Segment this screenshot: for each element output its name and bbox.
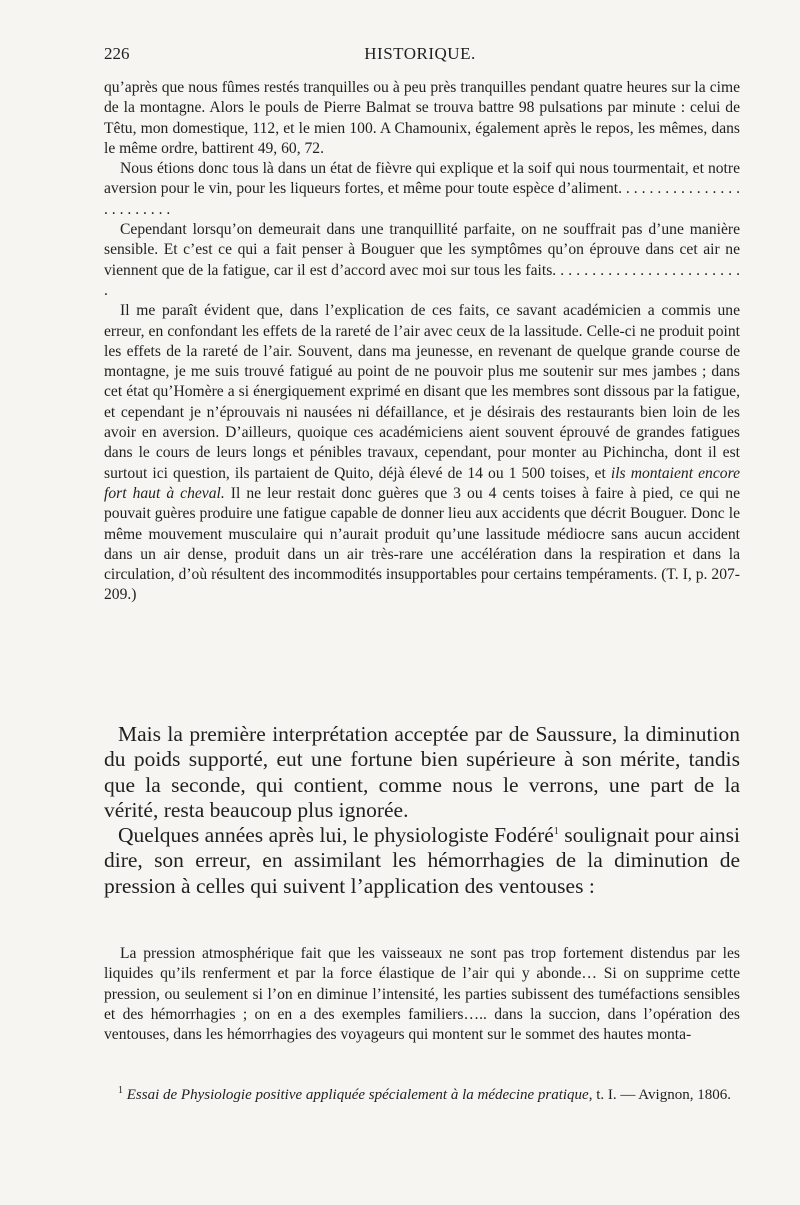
footnote-title: Essai de Physiologie positive appliquée spécialement à la médecine pratique [126,1087,589,1103]
quote-paragraph: Cependant lorsqu’on demeurait dans une tranquillité parfaite, on ne souffrait pas d’une manière sensible. Et c’est ce qui a fait penser à Bouguer que les symptômes qu’on éprouve dans cet air ne viennent que de la fatigue, car il est d’accord avec moi sur tous les faits. . . . . . . . . . . . . . . . . . . . . . . . . [104,221,740,299]
footnote-text [104,1086,740,1105]
quote-paragraph: qu’après que nous fûmes restés tranquilles ou à peu près tranquilles pendant quatre heures sur la cime de la montagne. Alors le pouls de Pierre Balmat se trouva battre 98 pulsations par minute : celui de Têtu, mon domestique, 112, et le mien 100. A Chamounix, également après le repos, les mêmes, dans le même ordre, battirent 49, 60, 72. [104,79,740,157]
body-text: soulignait pour ainsi dire, son erreur, en assimilant les hémorrhagies de la diminution de pression à celles qui suivent l’application des ventouses : [104,823,740,898]
footnote-reference: 1 [553,826,559,838]
quote-paragraph: Nous étions donc tous là dans un état de fièvre qui explique et la soif qui nous tourmentait, et notre aversion pour le vin, pour les liqueurs fortes, et même pour toute espèce d’aliment. . . . . . . . . . . . . . . . . . . . . . . . . [104,160,740,218]
quote-paragraph [104,301,740,605]
page-number: 226 [104,44,130,63]
running-title: HISTORIQUE. [364,44,476,63]
body-paragraph: Mais la première interprétation acceptée par de Saussure, la diminution du poids supporté, eut une fortune bien supérieure à son mérite, tandis que la seconde, qui contient, comme nous le verrons, une part de la vérité, resta beaucoup plus ignorée. [104,722,740,822]
quote-text: Il me paraît évident que, dans l’explication de ces faits, ce savant académicien a commis une erreur, en confondant les effets de la rareté de l’air avec ceux de la lassitude. Celle-ci ne produit point les effets de la rareté de l’air. Souvent, dans ma jeunesse, en revenant de quelque grande course de montagne, je me suis trouvé fatigué au point de ne pouvoir plus me soutenir sur mes jambes ; dans cet état qu’Homère a si énergiquement exprimé en disant que les membres sont dissous par la fatigue, et cependant je n’éprouvais ni nausées ni défaillance, et je désirais des restaurants bien loin de les avoir en aversion. D’ailleurs, quoique ces académiciens aient souvent éprouvé de grandes fatigues dans le cours de leurs longs et pénibles travaux, cependant, pour monter au Pichincha, dont il est surtout ici question, ils partaient de Quito, déjà élevé de 14 ou 1 500 toises, et [104,302,740,482]
footnote [104,1086,740,1105]
page-header [104,44,736,68]
footnote-citation: , t. I. — Avignon, 1806. [588,1087,731,1103]
quoted-passage-saussure [104,78,740,606]
quote-text: Il ne leur restait donc guères que 3 ou 4 cents toises à faire à pied, ce qui ne pouvait guères produire une fatigue capable de donner lieu aux accidents que décrit Bouguer. Donc le même mouvement musculaire qui n’aurait produit qu’une lassitude médiocre sans aucun accident dans un air dense, produit dans un air très-rare une accélération dans la respiration et dans la circulation, d’où résultent des incommodités insupportables pour certains tempéraments. (T. I, p. 207-209.) [104,484,740,604]
main-text [104,722,740,899]
footnote-marker: 1 [118,1085,123,1096]
quoted-passage-fodere [104,944,740,1045]
body-text: Quelques années après lui, le physiologiste Fodéré [118,823,554,848]
quote-italic-text: ils montaient encore fort haut à cheval. [104,464,740,502]
quote-paragraph: La pression atmosphérique fait que les vaisseaux ne sont pas trop fortement distendus par les liquides qu’ils renferment et par la force élastique de l’air qui y abonde… Si on supprime cette pression, ou seulement si l’on en diminue l’intensité, les parties subissent des tuméfactions sensibles et des hémorrhagies ; on en a des exemples familiers….. dans la succion, dans l’opération des ventouses, dans les hémorrhagies des voyageurs qui montent sur le sommet des hautes monta- [104,945,740,1044]
body-paragraph [104,823,740,899]
